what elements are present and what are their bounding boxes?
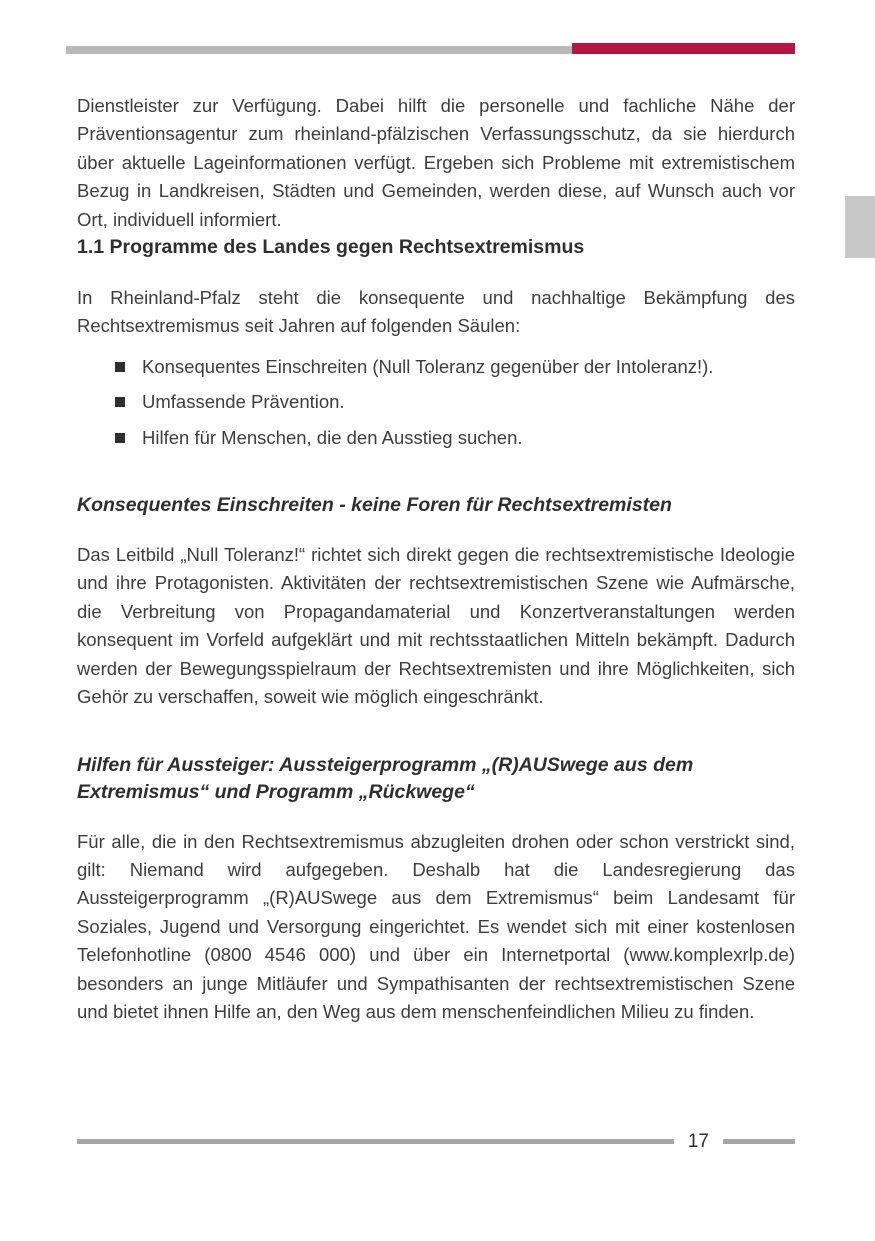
list-item bbox=[77, 388, 795, 416]
intro-paragraph: Dienstleister zur Verfügung. Dabei hilft die personelle und fachliche Nähe der Präventionsagentur zum rheinland-pfälzischen Verfassungsschutz, da sie hierdurch über aktuelle Lageinformationen verfügt. Ergeben sich Probleme mit extremistischem Bezug in Landkreisen, Städten und Gemeinden, werden diese, auf Wunsch auch vor Ort, individuell informiert. bbox=[77, 95, 795, 230]
list-item bbox=[77, 353, 795, 381]
bullet-list bbox=[77, 353, 795, 452]
square-bullet-icon bbox=[115, 397, 125, 407]
header-decoration bbox=[66, 43, 795, 54]
footer-rule-short bbox=[723, 1139, 795, 1144]
red-accent-bar bbox=[572, 43, 795, 54]
square-bullet-icon bbox=[115, 362, 125, 372]
subsection-paragraph-1: Das Leitbild „Null Toleranz!“ richtet sich direkt gegen die rechtsextremistische Ideologie und ihre Protagonisten. Aktivitäten der rechtsextremistischen Szene wie Aufmärsche, die Verbreitung von Propagandamaterial und Konzertveranstaltungen werden konsequent im Vorfeld aufgeklärt und mit rechtsstaatlichen Mitteln bekämpft. Dadurch werden der Bewegungsspielraum der Rechtsextremisten und ihre Möglichkeiten, sich Gehör zu verschaffen, soweit wie möglich eingeschränkt. bbox=[77, 544, 795, 708]
bullet-item-text: Umfassende Prävention. bbox=[142, 391, 345, 413]
footer-rule bbox=[77, 1139, 674, 1144]
subsection-paragraph-2: Für alle, die in den Rechtsextremismus abzugleiten drohen oder schon verstrickt sind, gilt: Niemand wird aufgegeben. Deshalb hat die Landesregierung das Aussteigerprogramm „(R)AUSwege aus dem Extremismus“ beim Landesamt für Soziales, Jugend und Versorgung eingerichtet. Es wendet sich mit einer kostenlosen Telefonhotline (0800 4546 000) und über ein Internetportal (www.komplexrlp.de) besonders an junge Mitläufer und Sympathisanten der rechtsextremistischen Szene und bietet ihnen Hilfe an, den Weg aus dem menschenfeindlichen Milieu zu finden. bbox=[77, 830, 795, 1022]
square-bullet-icon bbox=[115, 433, 125, 443]
bullet-item-text: Hilfen für Menschen, die den Ausstieg suchen. bbox=[142, 426, 523, 448]
section-intro-paragraph: In Rheinland-Pfalz steht die konsequente und nachhaltige Bekämpfung des Rechtsextremismus seit Jahren auf folgenden Säulen: bbox=[77, 287, 795, 337]
subsection-heading-1: Konsequentes Einschreiten - keine Foren für Rechtsextremisten bbox=[77, 494, 672, 517]
section-heading: 1.1 Programme des Landes gegen Rechtsextremismus bbox=[77, 236, 585, 259]
gray-header-bar bbox=[66, 46, 572, 54]
document-body bbox=[77, 92, 795, 1026]
page-number: 17 bbox=[687, 1131, 709, 1152]
page-footer bbox=[77, 1132, 795, 1151]
bullet-item-text: Konsequentes Einschreiten (Null Toleranz gegenüber der Intoleranz!). bbox=[142, 355, 714, 377]
list-item bbox=[77, 424, 795, 452]
subsection-heading-2: Hilfen für Aussteiger: Aussteigerprogramm „(R)AUSwege aus dem Extremismus“ und Programm „Rückwege“ bbox=[77, 753, 694, 803]
page-edge-tab bbox=[845, 196, 875, 258]
